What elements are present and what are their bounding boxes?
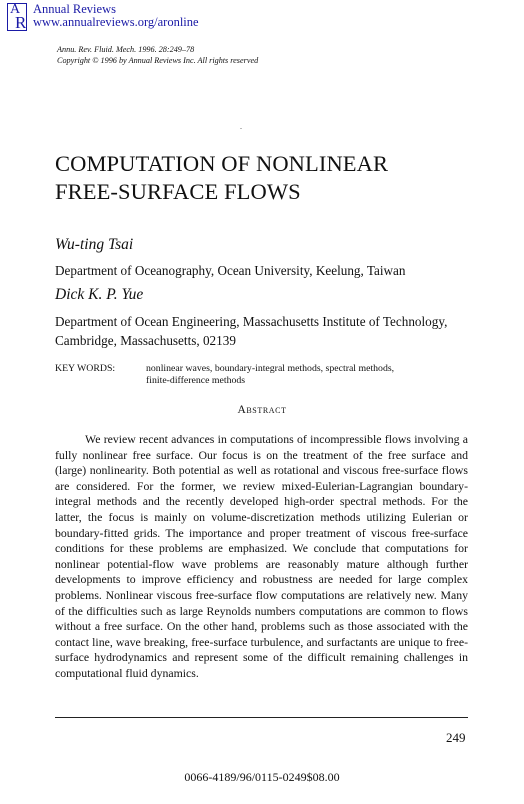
footer-rule [55,717,468,718]
keywords-line-1: nonlinear waves, boundary-integral methods, spectral methods, [146,363,395,374]
scan-speck [240,128,242,129]
article-title [55,150,475,206]
publisher-name: Annual Reviews [33,2,116,16]
keywords-line-2: finite-difference methods [146,375,246,386]
affiliation-2-line-1: Department of Ocean Engineering, Massachusetts Institute of Technology, [55,314,448,329]
logo-letter-r: R [15,13,27,32]
abstract-text: We review recent advances in computations of incompressible flows involving a fully nonlinear free surface. Our focus is on the treatment of the free surface and (large) nonlinearity. Both potential as well as rotational and viscous free-surface flows are considered. For the former, we review mixed-Eulerian-Lagrangian boundary-integral methods and the recently developed high-order spectral methods. For the latter, the focus is mainly on volume-discretization methods utilizing Eulerian or boundary-fitted grids. The importance and proper treatment of viscous free-surface conditions for these problems are emphasized. We conclude that computations for nonlinear potential-flow wave problems are reasonably mature although further developments to improve efficiency and robustness are needed for large complex problems. Nonlinear viscous free-surface flow computations are relatively new. Many of the difficulties such as large Reynolds numbers computations are common to flows without a free surface. On the other hand, problems such as those associated with the contact line, wave breaking, free-surface turbulence, and surfactants are unique to free-surface hydrodynamics and represent some of the difficult remaining challenges in computational fluid dynamics. [55,432,468,680]
affiliation-2-line-2: Cambridge, Massachusetts, 02139 [55,333,236,348]
keywords-list [146,363,436,387]
annual-reviews-logo [7,3,27,31]
publisher-url-link[interactable]: www.annualreviews.org/aronline [33,15,199,29]
affiliation-2 [55,312,475,350]
copyright-line: Copyright © 1996 by Annual Reviews Inc. All rights reserved [57,56,259,65]
citation-line: Annu. Rev. Fluid. Mech. 1996. 28:249–78 [57,45,195,54]
abstract-heading: Abstract [237,404,287,416]
author-2: Dick K. P. Yue [55,286,144,303]
logo-letter-a: A [10,2,21,17]
author-1: Wu-ting Tsai [55,236,134,253]
title-line-1: COMPUTATION OF NONLINEAR [55,151,389,176]
title-line-2: FREE-SURFACE FLOWS [55,179,301,204]
article-code: 0066-4189/96/0115-0249$08.00 [184,770,340,784]
keywords-label: KEY WORDS: [55,363,116,374]
affiliation-1: Department of Oceanography, Ocean University, Keelung, Taiwan [55,263,406,278]
page-number: 249 [446,730,466,745]
